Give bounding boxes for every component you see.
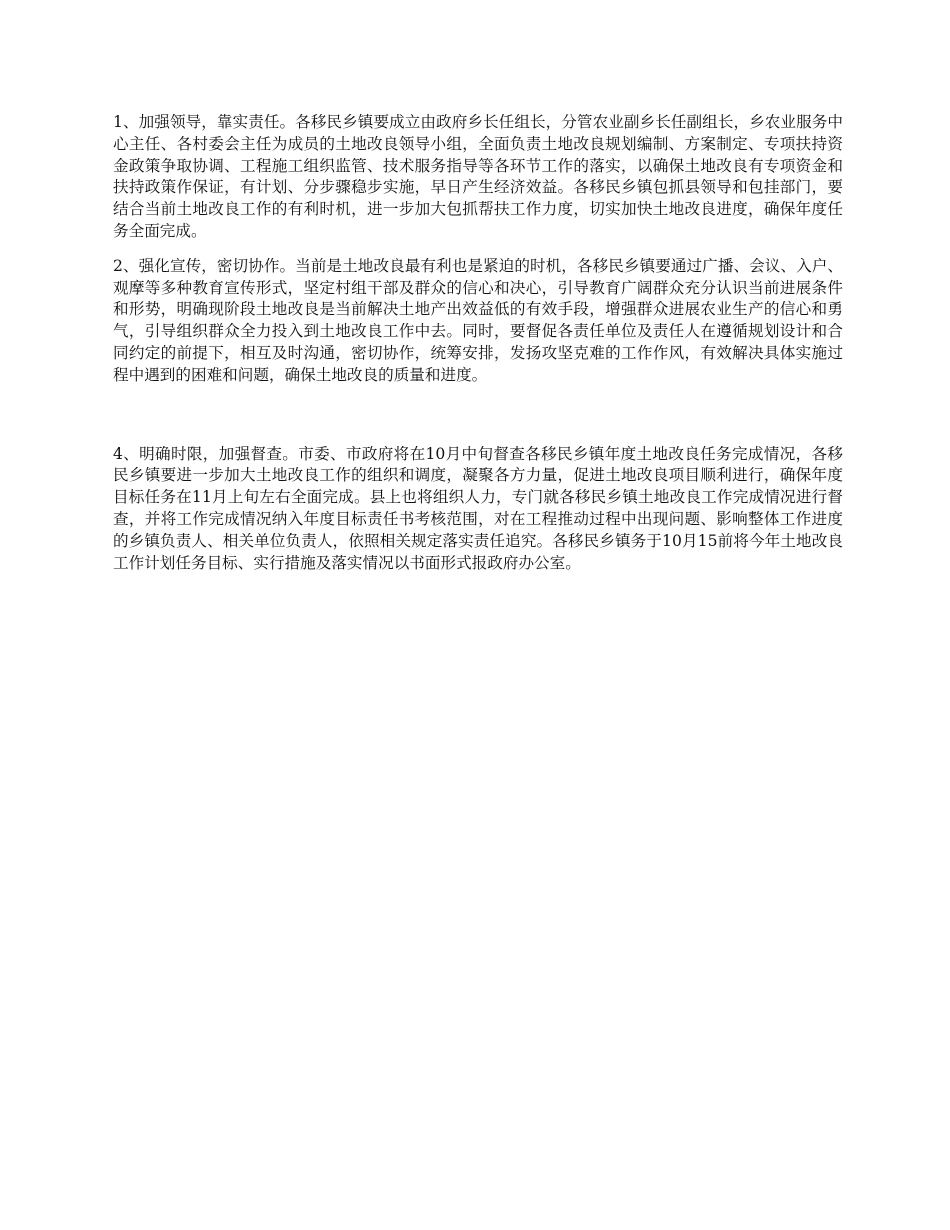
paragraph-2: 2、强化宣传，密切协作。当前是土地改良最有利也是紧迫的时机，各移民乡镇要通过广播、会议、入户、观摩等多种教育宣传形式，坚定村组干部及群众的信心和决心，引导教育广阔群众充分认识当前进展条件和形势，明确现阶段土地改良是当前解决土地产出效益低的有效手段，增强群众进展农业生产的信心和勇气，引导组织群众全力投入到土地改良工作中去。同时，要督促各责任单位及责任人在遵循规划设计和合同约定的前提下，相互及时沟通，密切协作，统筹安排，发扬攻坚克难的工作作风，有效解决具体实施过程中遇到的困难和问题，确保土地改良的质量和进度。	[113, 256, 843, 384]
paragraph-4: 4、明确时限，加强督查。市委、市政府将在10月中旬督查各移民乡镇年度土地改良任务完成情况，各移民乡镇要进一步加大土地改良工作的组织和调度，凝聚各方力量，促进土地改良项目顺利进行，确保年度目标任务在11月上旬左右全面完成。县上也将组织人力，专门就各移民乡镇土地改良工作完成情况进行督查，并将工作完成情况纳入年度目标责任书考核范围，对在工程推动过程中出现问题、影响整体工作进度的乡镇负责人、相关单位负责人，依照相关规定落实责任追究。各移民乡镇务于10月15前将今年土地改良工作计划任务目标、实行措施及落实情况以书面形式报政府办公室。	[113, 444, 843, 572]
document-body	[113, 112, 843, 574]
paragraph-1: 1、加强领导，靠实责任。各移民乡镇要成立由政府乡长任组长，分管农业副乡长任副组长，乡农业服务中心主任、各村委会主任为成员的土地改良领导小组，全面负责土地改良规划编制、方案制定、专项扶持资金政策争取协调、工程施工组织监管、技术服务指导等各环节工作的落实，以确保土地改良有专项资金和扶持政策作保证，有计划、分步骤稳步实施，早日产生经济效益。各移民乡镇包抓县领导和包挂部门，要结合当前土地改良工作的有利时机，进一步加大包抓帮扶工作力度，切实加快土地改良进度，确保年度任务全面完成。	[113, 113, 843, 240]
